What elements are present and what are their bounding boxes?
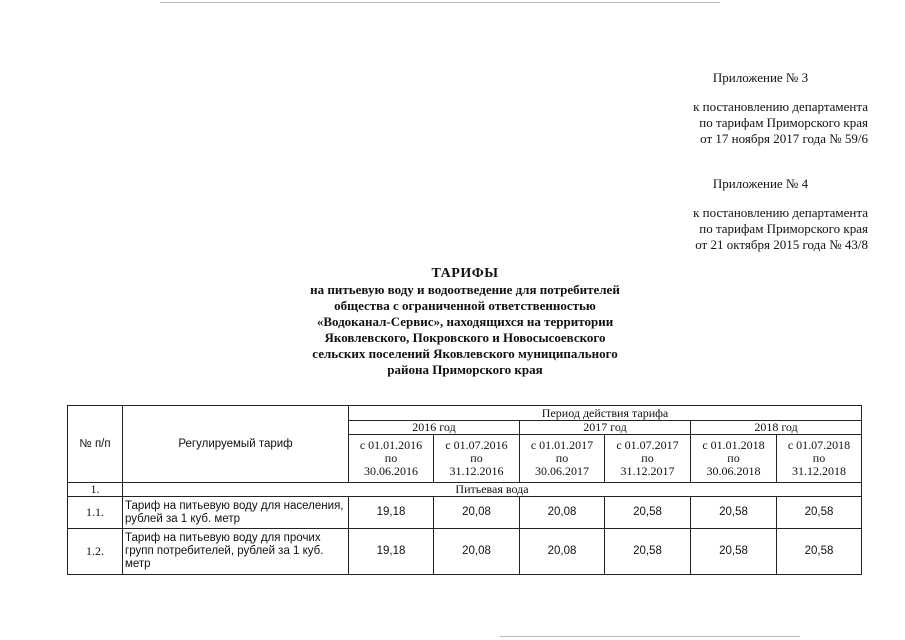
section-row <box>68 483 862 497</box>
section-label: Питьевая вода <box>123 483 862 497</box>
period-from: с 01.01.2018 <box>702 438 765 452</box>
title-line: на питьевую воду и водоотведение для потребителей <box>310 282 620 297</box>
header-period: Период действия тарифа <box>349 406 862 421</box>
appendix-4-line: от 21 октября 2015 года № 43/8 <box>695 237 868 252</box>
row-num: 1.2. <box>68 529 123 575</box>
appendix-3-line: к постановлению департамента <box>693 99 868 114</box>
title-line: сельских поселений Яковлевского муниципального <box>312 346 618 361</box>
document-title <box>230 266 700 378</box>
appendix-3-line: от 17 ноября 2017 года № 59/6 <box>700 131 868 146</box>
row-num: 1.1. <box>68 497 123 529</box>
appendix-3-heading: Приложение № 3 <box>712 70 809 85</box>
period-to: 31.12.2017 <box>620 464 675 478</box>
scan-artifact-top <box>160 2 720 3</box>
period-by: по <box>727 451 740 465</box>
title-line: «Водоканал-Сервис», находящихся на территории <box>316 314 614 329</box>
period-cell <box>605 435 691 483</box>
period-by: по <box>812 451 826 465</box>
period-from: с 01.07.2018 <box>787 438 851 452</box>
period-cell <box>520 435 605 483</box>
period-from: с 01.07.2017 <box>616 438 679 452</box>
appendix-4-line: к постановлению департамента <box>693 205 868 220</box>
scan-artifact-bottom <box>500 636 800 637</box>
period-from: с 01.07.2016 <box>445 438 508 452</box>
header-row-period <box>68 406 862 421</box>
period-by: по <box>470 451 483 465</box>
appendix-4-heading: Приложение № 4 <box>712 176 809 191</box>
tariff-value: 20,58 <box>777 497 862 529</box>
period-from: с 01.01.2016 <box>359 438 423 452</box>
header-year-2016: 2016 год <box>349 421 520 435</box>
period-by: по <box>641 451 654 465</box>
tariff-value: 20,08 <box>520 497 605 529</box>
tariff-value: 19,18 <box>349 497 434 529</box>
period-to: 30.06.2018 <box>706 464 761 478</box>
tariff-value: 20,08 <box>434 497 520 529</box>
tariff-value: 20,58 <box>777 529 862 575</box>
appendix-4-line: по тарифам Приморского края <box>699 221 868 236</box>
period-by: по <box>555 451 569 465</box>
title-line: района Приморского края <box>387 362 543 377</box>
header-year-2018: 2018 год <box>691 421 862 435</box>
period-by: по <box>384 451 398 465</box>
tariff-value: 19,18 <box>349 529 434 575</box>
tariff-value: 20,58 <box>691 497 777 529</box>
period-from: с 01.01.2017 <box>530 438 594 452</box>
table-row <box>68 497 862 529</box>
section-num: 1. <box>68 483 123 497</box>
tariff-value: 20,08 <box>520 529 605 575</box>
period-cell <box>434 435 520 483</box>
header-tariff: Регулируемый тариф <box>123 406 349 483</box>
appendix-3-line: по тарифам Приморского края <box>699 115 868 130</box>
row-label: Тариф на питьевую воду для прочих групп потребителей, рублей за 1 куб. метр <box>123 529 349 575</box>
tariff-table <box>67 405 862 575</box>
header-year-2017: 2017 год <box>520 421 691 435</box>
appendix-3-block <box>653 70 868 147</box>
appendix-4-block <box>653 176 868 253</box>
period-to: 31.12.2016 <box>449 464 504 478</box>
title-line: общества с ограниченной ответственностью <box>334 298 596 313</box>
row-label: Тариф на питьевую воду для населения, рублей за 1 куб. метр <box>123 497 349 529</box>
period-to: 30.06.2017 <box>535 464 589 478</box>
period-to: 31.12.2018 <box>792 464 846 478</box>
table-row <box>68 529 862 575</box>
header-num: № п/п <box>68 406 123 483</box>
tariff-value: 20,58 <box>605 529 691 575</box>
period-cell <box>777 435 862 483</box>
title-line: Яковлевского, Покровского и Новосысоевского <box>324 330 606 345</box>
tariff-value: 20,08 <box>434 529 520 575</box>
tariff-value: 20,58 <box>691 529 777 575</box>
title-main: ТАРИФЫ <box>431 266 499 281</box>
period-cell <box>349 435 434 483</box>
period-cell <box>691 435 777 483</box>
tariff-value: 20,58 <box>605 497 691 529</box>
period-to: 30.06.2016 <box>364 464 418 478</box>
